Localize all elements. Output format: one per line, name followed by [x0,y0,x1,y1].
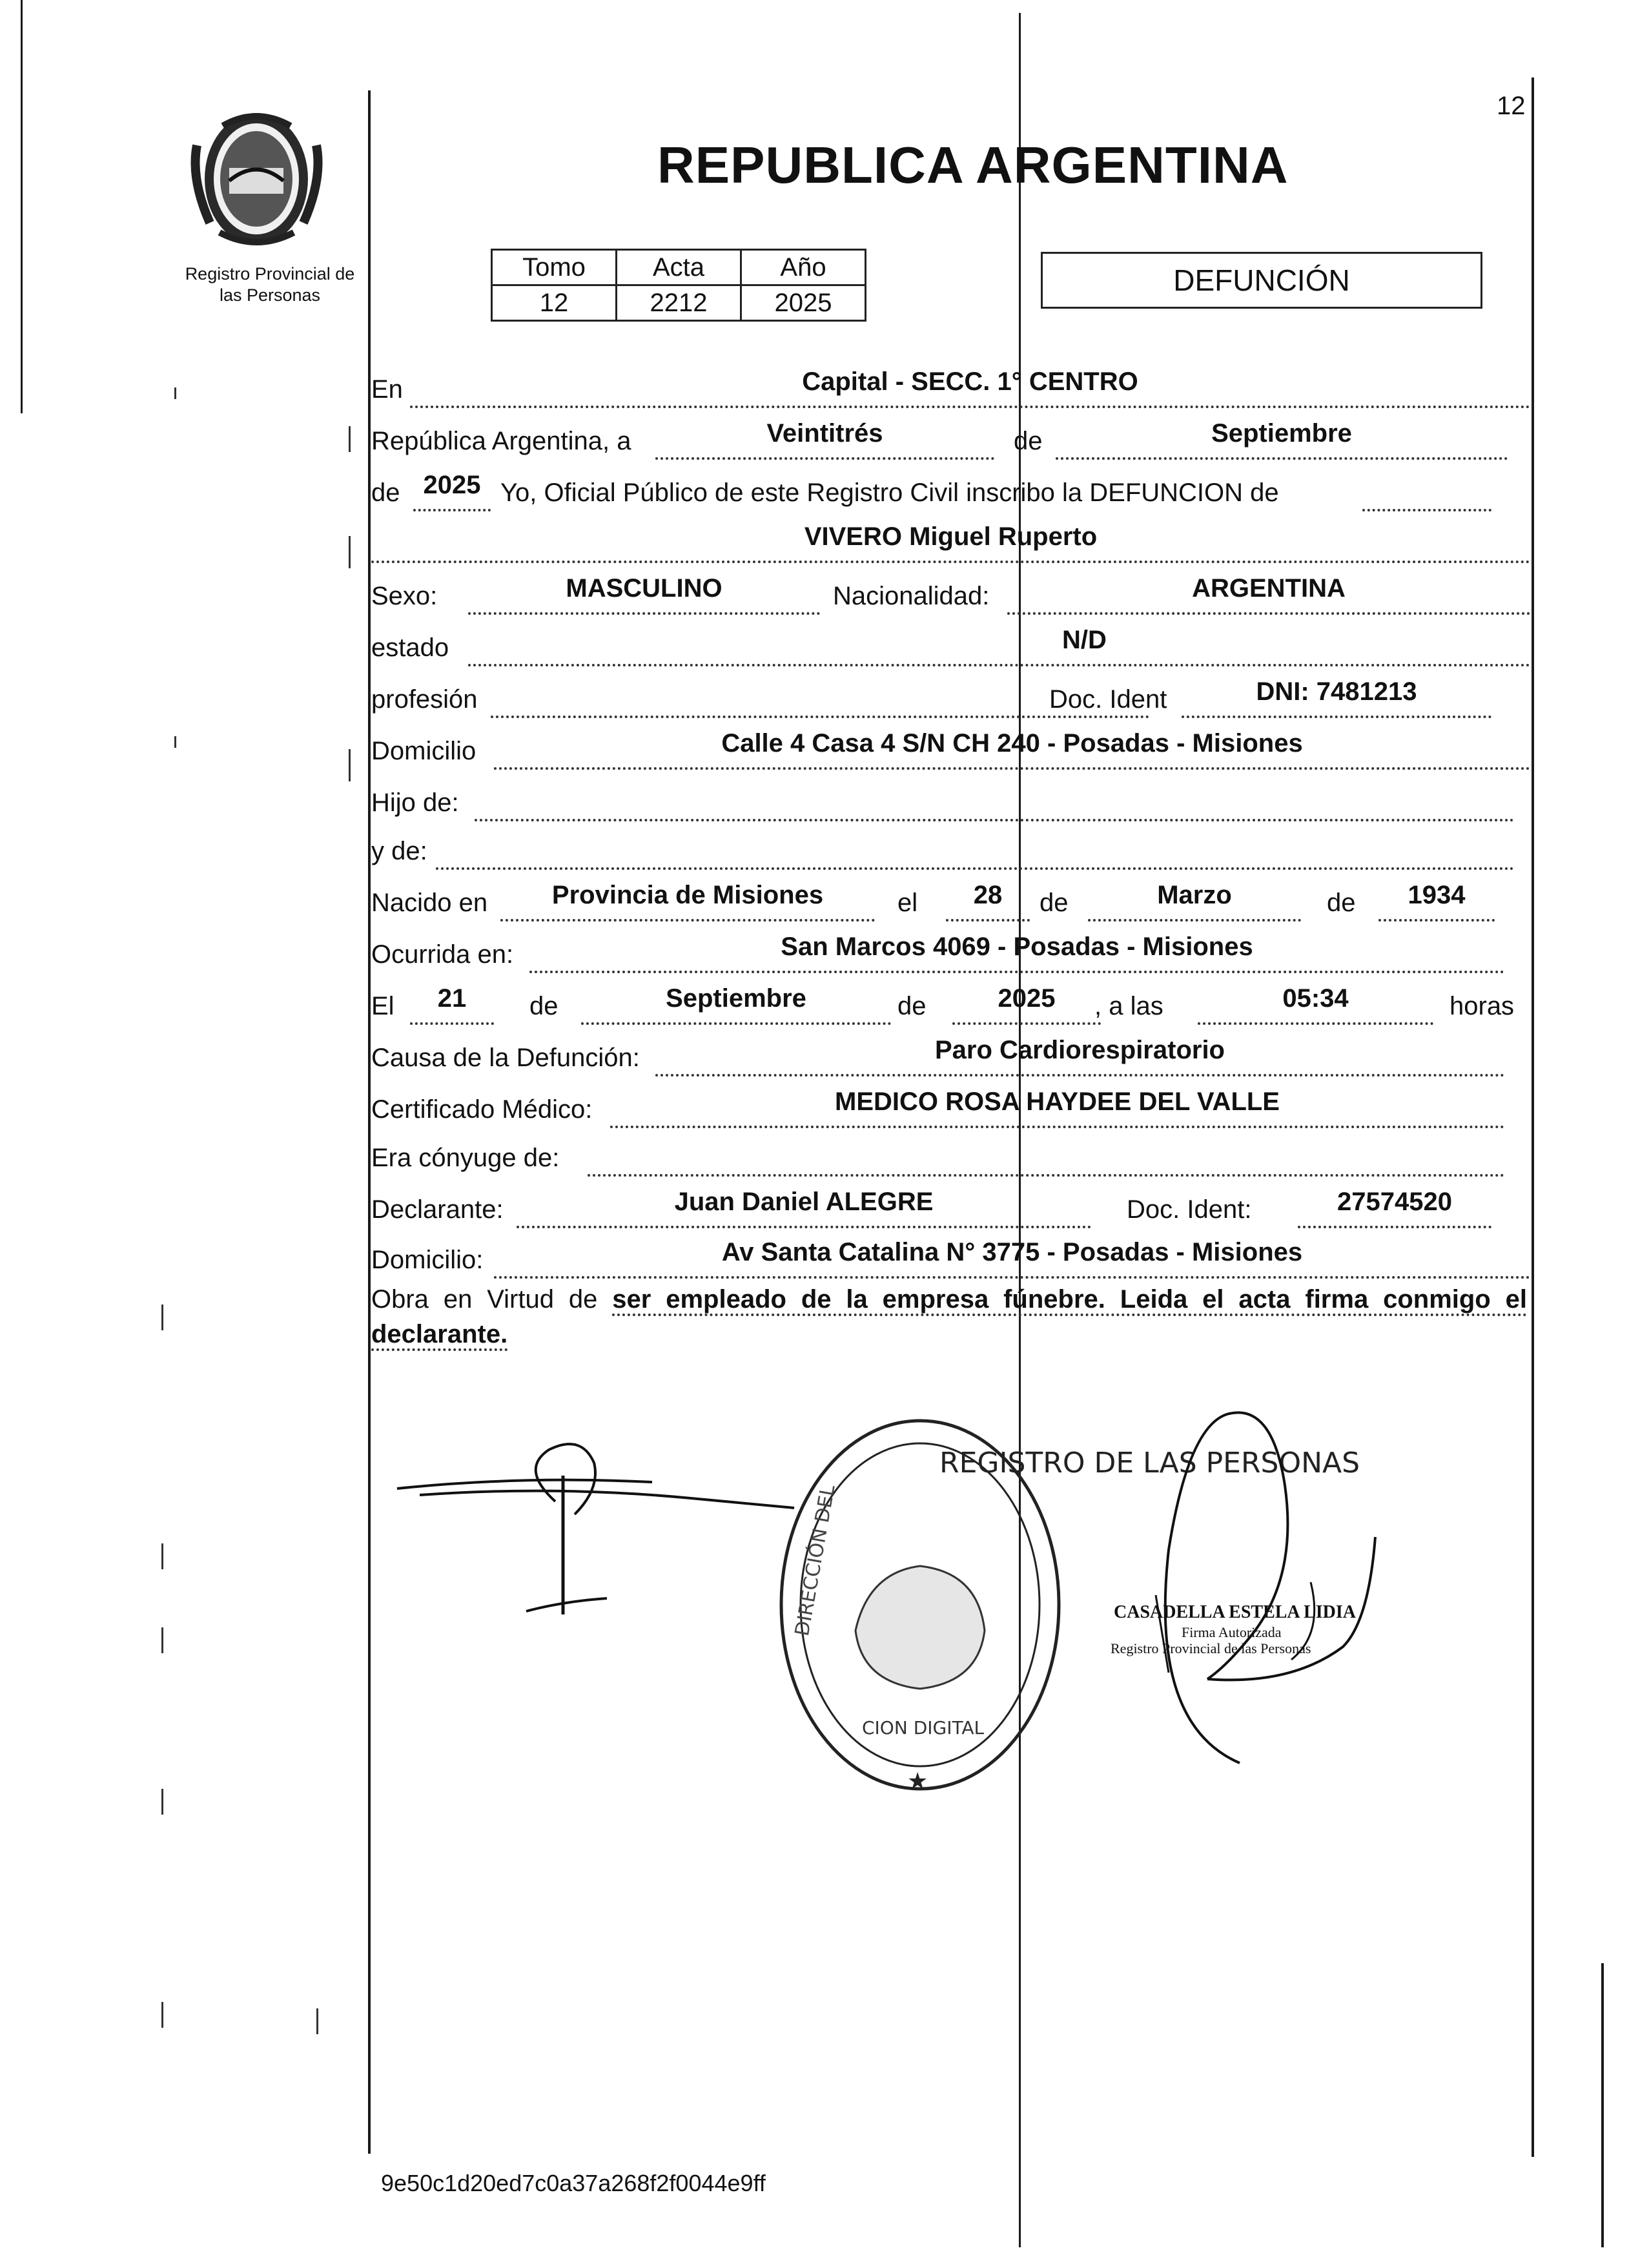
yde-field [436,830,1514,870]
causa-value: Paro Cardiorespiratorio [934,1036,1225,1064]
row-estado [371,626,1530,672]
doc-ident-field [1182,678,1491,718]
republica-label: República Argentina, a [371,427,631,455]
scan-mark [174,736,176,748]
birth-de1-label: de [1040,889,1069,917]
scan-mark [161,1789,163,1815]
birth-day-field [946,881,1030,922]
obra-label: Obra en Virtud de [371,1285,598,1314]
row-profesion [371,678,1530,723]
domicilio-field [494,730,1530,770]
table-value-acta: 2212 [617,285,741,321]
document-hash: 9e50c1d20ed7c0a37a268f2f0044e9ff [381,2170,766,2196]
death-de1-label: de [529,992,558,1020]
conyuge-field [588,1137,1504,1177]
stamp-outer-text: REGISTRO DE LAS PERSONAS [939,1447,1360,1479]
profesion-label: profesión [371,685,478,714]
row-domicilio [371,730,1530,775]
official-role: Firma Autorizada [1182,1624,1282,1640]
el-label: el [897,889,918,917]
scan-mark [161,1627,163,1653]
birth-month-value: Marzo [1157,881,1232,909]
month-field [1056,420,1508,460]
row-causa [371,1036,1530,1082]
left-border-line [368,90,371,2154]
year-field [413,471,491,511]
month-value: Septiembre [1211,419,1352,448]
certificado-field [610,1088,1504,1128]
certificado-label: Certificado Médico: [371,1095,593,1124]
death-time-value: 05:34 [1282,984,1349,1013]
scan-mark [349,536,351,568]
left-scan-edge [21,0,23,413]
registry-label-line1: Registro Provincial de [185,264,355,284]
record-table [491,249,866,322]
day-words-value: Veintitrés [766,419,883,448]
scan-mark [349,426,351,452]
scan-mark [316,2008,318,2034]
alas-label: , a las [1094,992,1163,1020]
document-type-box: DEFUNCIÓN [1041,252,1482,309]
certificado-value: MEDICO ROSA HAYDEE DEL VALLE [835,1088,1280,1116]
row-conyuge [371,1137,1530,1182]
nacionalidad-label: Nacionalidad: [833,582,990,610]
row-name [371,523,1530,568]
hijo-field [475,781,1514,821]
scan-mark [349,749,351,781]
death-day-field [410,985,494,1025]
row-domicilio-declarante [371,1239,1530,1284]
row-hijo [371,781,1530,827]
estado-label: estado [371,634,449,662]
registry-label [154,263,386,306]
declarante-field [517,1188,1091,1228]
death-day-value: 21 [437,984,467,1013]
domicilio-label: Domicilio [371,737,476,765]
ocurrida-label: Ocurrida en: [371,940,514,969]
hijo-label: Hijo de: [371,789,459,817]
birth-day-value: 28 [973,881,1003,909]
nacionalidad-value: ARGENTINA [1192,574,1346,603]
official-signature-icon [1098,1388,1433,1789]
row-yde [371,830,1530,875]
en-label: En [371,375,403,404]
estado-value: N/D [1062,626,1107,654]
registry-label-line2: las Personas [219,285,321,305]
right-border-line [1532,77,1534,2157]
row-fecha-defuncion [371,985,1530,1030]
table-value-tomo: 12 [492,285,617,321]
deceased-name-field [371,523,1530,563]
death-de2-label: de [897,992,927,1020]
death-year-value: 2025 [998,984,1056,1013]
row-sexo [371,575,1530,620]
declarante-doc-field [1298,1188,1491,1228]
yo-text: Yo, Oficial Público de este Registro Civil inscribo la DEFUNCION de [500,479,1279,507]
obra-en-virtud [371,1282,1527,1352]
row-certificado [371,1088,1530,1133]
declarante-value: Juan Daniel ALEGRE [674,1188,934,1216]
yde-label: y de: [371,837,427,865]
death-month-field [581,985,891,1025]
domicilio2-value: Av Santa Catalina N° 3775 - Posadas - Misiones [721,1238,1303,1266]
death-time-field [1198,985,1433,1025]
table-value-ano: 2025 [741,285,866,321]
causa-label: Causa de la Defunción: [371,1044,640,1072]
nacido-label: Nacido en [371,889,488,917]
de-label: de [1014,427,1043,455]
doc-ident-value: DNI: 7481213 [1256,677,1417,706]
table-header-acta: Acta [617,250,741,285]
birth-year-value: 1934 [1408,881,1466,909]
ocurrida-value: San Marcos 4069 - Posadas - Misiones [781,933,1253,961]
row-nacido [371,881,1530,927]
declarante-doc-value: 27574520 [1337,1188,1452,1216]
page-title: REPUBLICA ARGENTINA [657,136,1289,194]
row-republica [371,420,1530,465]
conyuge-label: Era cónyuge de: [371,1144,560,1172]
doc-ident-label: Doc. Ident [1049,685,1167,714]
page-number: 12 [1497,92,1526,120]
nacido-field [500,881,875,922]
sexo-value: MASCULINO [566,574,722,603]
table-header-ano: Año [741,250,866,285]
defuncion-de-field [1362,471,1491,511]
declarante-label: Declarante: [371,1195,504,1224]
year-value: 2025 [423,471,481,499]
scan-mark [161,1304,163,1330]
scan-mark [161,1543,163,1569]
stamp-left-text: DIRECCIÓN DEL [790,1483,840,1638]
row-declarante [371,1188,1530,1233]
en-value: Capital - SECC. 1° CENTRO [802,367,1138,396]
row-ocurrida [371,933,1530,978]
official-office: Registro Provincial de las Personas [1111,1640,1311,1656]
province-crest-icon [184,107,329,252]
scan-mark [161,2002,163,2028]
birth-de2-label: de [1327,889,1356,917]
year-prefix-label: de [371,479,400,507]
declarante-doc-label: Doc. Ident: [1127,1195,1252,1224]
el2-label: El [371,992,394,1020]
domicilio-value: Calle 4 Casa 4 S/N CH 240 - Posadas - Misiones [721,729,1303,758]
en-field [410,368,1530,408]
death-year-field [952,985,1101,1025]
domicilio2-field [494,1239,1530,1279]
nacionalidad-field [1007,575,1530,615]
birth-month-field [1088,881,1301,922]
bottom-right-edge [1601,1963,1604,2247]
death-month-value: Septiembre [666,984,806,1013]
svg-text:★: ★ [907,1768,928,1795]
row-year [371,471,1530,517]
horas-label: horas [1450,992,1515,1020]
official-name: CASADELLA ESTELA LIDIA [1114,1602,1357,1622]
domicilio2-label: Domicilio: [371,1246,484,1274]
sexo-label: Sexo: [371,582,438,610]
table-header-tomo: Tomo [492,250,617,285]
deceased-name-value: VIVERO Miguel Ruperto [804,522,1098,551]
sexo-field [468,575,820,615]
row-en [371,368,1530,413]
estado-field [468,626,1530,666]
obra-text: ser empleado de la empresa fúnebre. Leida el acta firma conmigo el declarante. [371,1285,1527,1351]
birth-year-field [1378,881,1495,922]
causa-field [655,1036,1504,1077]
stamp-inner-text: CION DIGITAL [862,1717,985,1738]
nacido-value: Provincia de Misiones [551,881,824,909]
scan-mark [174,387,176,399]
day-words-field [655,420,994,460]
ocurrida-field [529,933,1504,973]
